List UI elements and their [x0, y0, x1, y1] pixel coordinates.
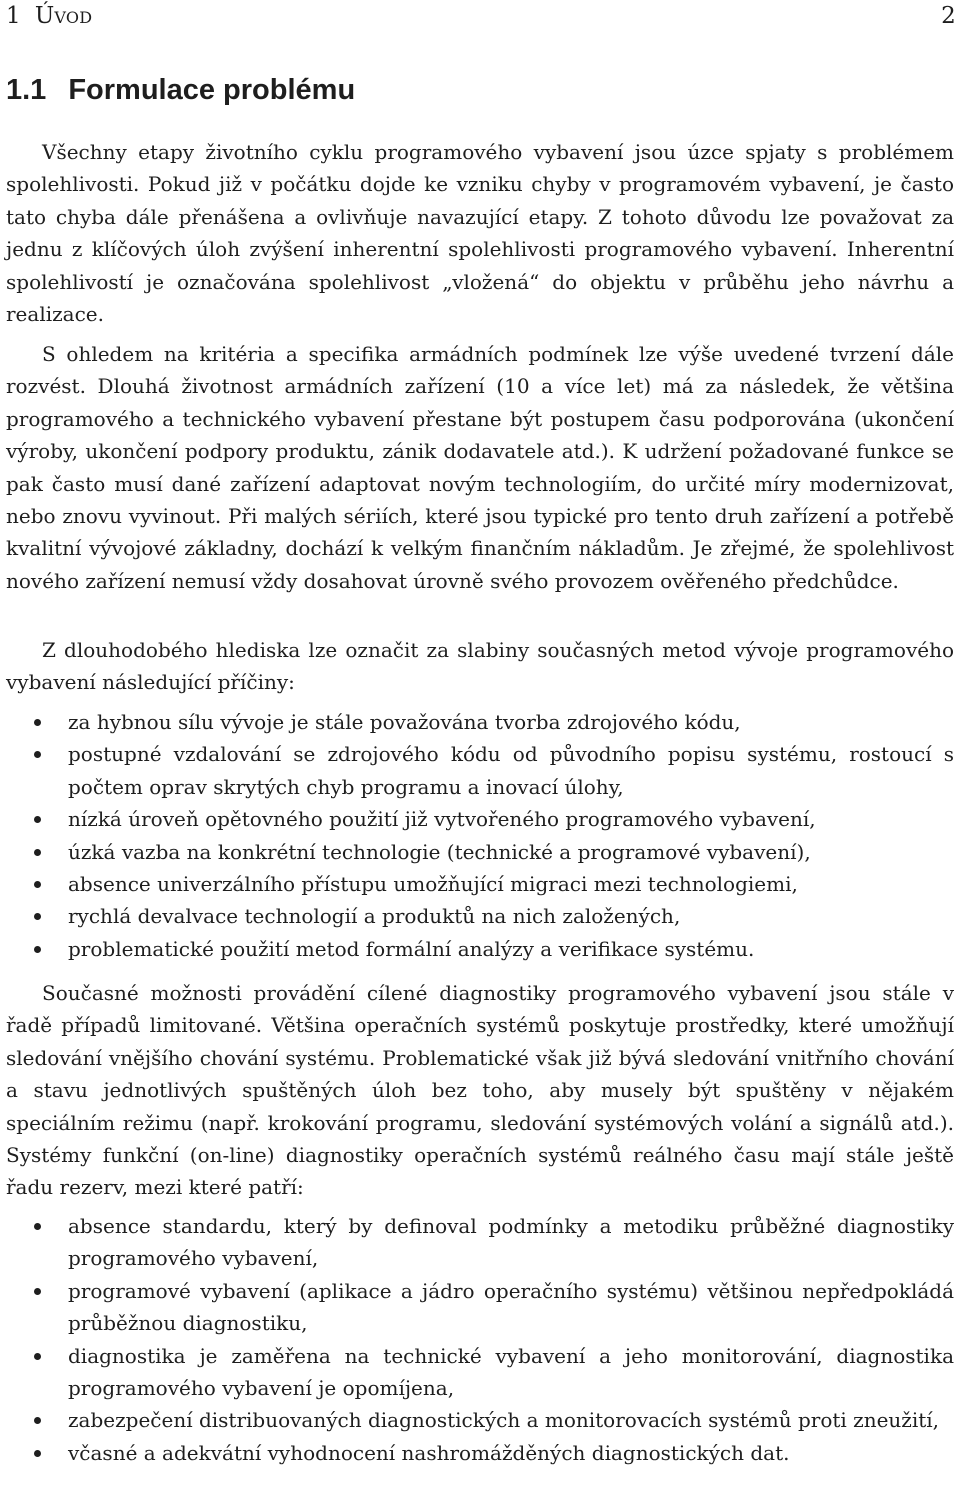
list-item [6, 1275, 954, 1340]
list-item-text: úzká vazba na konkrétní technologie (technické a programové vybavení), [68, 839, 811, 864]
bullet-icon [34, 913, 41, 920]
bullet-icon [34, 1288, 41, 1295]
list-item-text: absence standardu, který by definoval podmínky a metodiku průběžné diagnostiky programového vybavení, [68, 1214, 954, 1271]
paragraph-block [6, 338, 954, 597]
bullet-icon [34, 849, 41, 856]
section-number: 1.1 [6, 74, 47, 106]
bullet-icon [34, 881, 41, 888]
list-item-text: problematické použití metod formální analýzy a verifikace systému. [68, 936, 755, 961]
bullet-icon [34, 751, 41, 758]
list-item-text: včasné a adekvátní vyhodnocení nashromážděných diagnostických dat. [68, 1440, 790, 1465]
list-item-text: absence univerzálního přístupu umožňující migraci mezi technologiemi, [68, 872, 798, 897]
paragraph: S ohledem na kritéria a specifika armádních podmínek lze výše uvedené tvrzení dále rozvést. Dlouhá životnost armádních zařízení (10 a více let) má za následek, že většina programového a technického vybavení přestane být postupem času podporována (ukončení výroby, ukončení podpory produktu, zánik dodavatele atd.). K udržení požadované funkce se pak často musí dané zařízení adaptovat novým technologiím, do určité míry modernizovat, nebo znovu vyvinout. Při malých sériích, které jsou typické pro tento druh zařízení a potřebě kvalitní vývojové základny, dochází k velkým finančním nákladům. Je zřejmé, že spolehlivost nového zařízení nemusí vždy dosahovat úrovně svého provozem ověřeného předchůdce. [6, 342, 954, 593]
causes-list [6, 706, 954, 965]
reserves-list [6, 1210, 954, 1469]
list-item [6, 933, 954, 965]
list-item [6, 900, 954, 932]
running-header [6, 0, 956, 32]
section-title: Formulace problému [68, 74, 356, 106]
list-item [6, 1404, 954, 1436]
paragraph-block [6, 136, 954, 330]
paragraph: Všechny etapy životního cyklu programového vybavení jsou úzce spjaty s problémem spolehlivosti. Pokud již v počátku dojde ke vzniku chyby v programovém vybavení, je často tato chyba dále přenášena a ovlivňuje navazující etapy. Z tohoto důvodu lze považovat za jednu z klíčových úloh zvýšení inherentní spolehlivosti programového vybavení. Inherentní spolehlivostí je označována spolehlivost „vložená“ do objektu v průběhu jeho návrhu a realizace. [6, 140, 954, 327]
paragraph-block [6, 977, 954, 1204]
list-item [6, 868, 954, 900]
list-item [6, 836, 954, 868]
paragraph-block [6, 634, 954, 699]
list-item-text: nízká úroveň opětovného použití již vytvořeného programového vybavení, [68, 807, 816, 832]
bullet-icon [34, 816, 41, 823]
list-item-text: diagnostika je zaměřena na technické vybavení a jeho monitorování, diagnostika programového vybavení je opomíjena, [68, 1343, 954, 1401]
list-item-text: zabezpečení distribuovaných diagnostických a monitorovacích systémů proti zneužití, [68, 1408, 940, 1433]
paragraph: Z dlouhodobého hlediska lze označit za slabiny současných metod vývoje programového vybavení následující příčiny: [6, 638, 954, 695]
paragraph: Současné možnosti provádění cílené diagnostiky programového vybavení jsou stále v řadě případů limitované. Většina operačních systémů poskytuje prostředky, které umožňují sledování vnějšího chování systému. Problematické však již bývá sledování vnitřního chování a stavu jednotlivých spuštěných úloh bez toho, aby musely být spuštěny v nějakém speciálním režimu (např. krokování programu, sledování systémových volání a signálů atd.). Systémy funkční (on-line) diagnostiky operačních systémů reálného času mají stále ještě řadu rezerv, mezi které patří: [6, 981, 954, 1200]
list-item [6, 1437, 954, 1469]
chapter-title: Úvod [34, 3, 93, 29]
list-item-text: programové vybavení (aplikace a jádro operačního systému) většinou nepředpokládá průběžnou diagnostiku, [68, 1278, 954, 1336]
chapter-label [6, 3, 92, 29]
list-item [6, 803, 954, 835]
list-item [6, 1210, 954, 1275]
chapter-number: 1 [6, 3, 21, 29]
bullet-icon [34, 946, 41, 953]
bullet-icon [34, 1417, 41, 1424]
list-item [6, 706, 954, 738]
bullet-icon [34, 1223, 41, 1230]
list-item [6, 738, 954, 803]
list-item-text: za hybnou sílu vývoje je stále považována tvorba zdrojového kódu, [68, 710, 741, 734]
list-item-text: rychlá devalvace technologií a produktů na nich založených, [68, 904, 681, 929]
bullet-icon [34, 1353, 41, 1360]
list-item-text: postupné vzdalování se zdrojového kódu od původního popisu systému, rostoucí s počtem oprav skrytých chyb programu a inovací úlohy, [68, 742, 954, 799]
bullet-icon [34, 1450, 41, 1457]
bullet-icon [34, 719, 41, 726]
list-item [6, 1340, 954, 1405]
section-heading [6, 74, 355, 107]
page-number: 2 [941, 3, 956, 29]
